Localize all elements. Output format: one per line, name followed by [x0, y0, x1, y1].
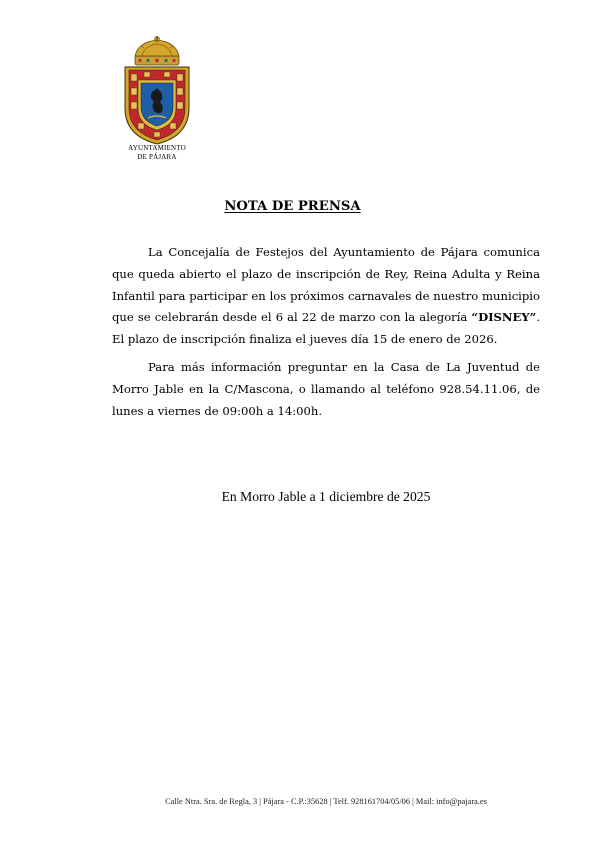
coat-of-arms-icon	[118, 36, 196, 146]
press-release-body	[112, 242, 540, 422]
theme-name: “DISNEY”	[471, 310, 537, 325]
institution-name-line2: DE PÁJARA	[137, 153, 177, 161]
institution-caption	[100, 144, 214, 162]
announcement-text-end: . El plazo de inscripción finaliza el jueves día 15 de enero de 2026.	[112, 310, 540, 347]
place-and-date: En Morro Jable a 1 diciembre de 2025	[221, 489, 431, 504]
paragraph-contact-info: Para más información preguntar en la Casa de La Juventud de Morro Jable en la C/Mascona, o llamando al teléfono 928.54.11.06, de lunes a viernes de 09:00h a 14:00h.	[112, 359, 540, 418]
institution-name-line1: AYUNTAMIENTO	[128, 144, 186, 152]
crown-icon	[135, 36, 179, 65]
announcement-text-start: La Concejalía de Festejos del Ayuntamiento de Pájara comunica que queda abierto el plazo de inscripción de Rey, Reina Adulta y Reina Infantil para participar en los próximos carnavales de nuestro municipio que se celebrarán desde el 6 al 22 de marzo con la alegoría	[112, 245, 540, 325]
page-title: NOTA DE PRENSA	[224, 199, 361, 214]
footer-contact: Calle Ntra. Sra. de Regla, 3 | Pájara - C.P.:35628 | Telf. 928161704/05/06 | Mail: info@pajara.es	[165, 797, 487, 806]
paragraph-announcement	[112, 242, 540, 351]
